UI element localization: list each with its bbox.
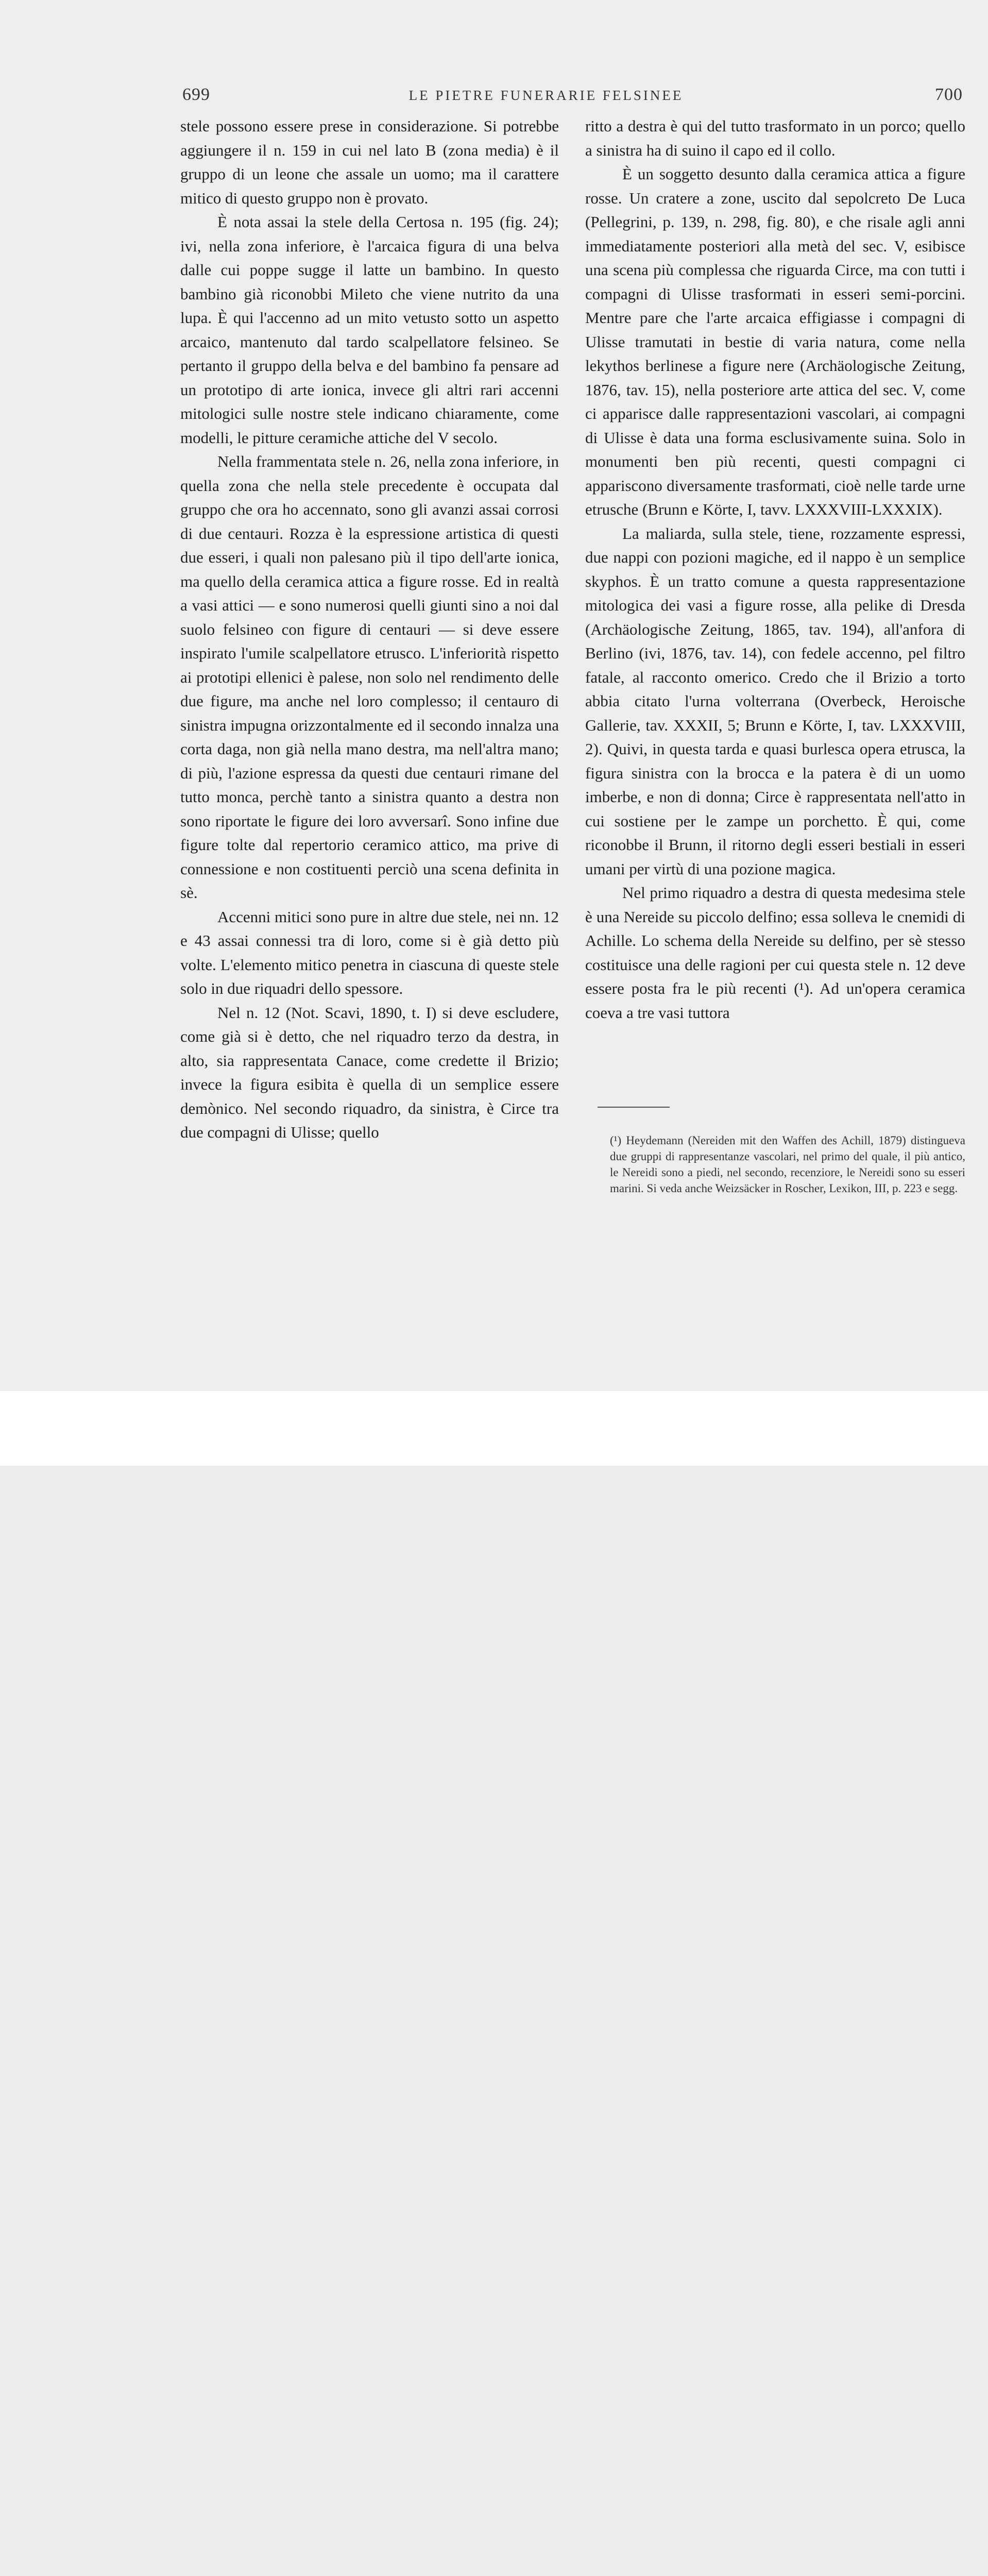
paragraph: Nella frammentata stele n. 26, nella zona inferiore, in quella zona che nella stele precedente è occupata dal gruppo che ora ho accennato, sono gli avanzi assai corrosi di due centauri. Rozza è la espressione artistica di questi due esseri, i quali non palesano più il tipo dell'arte ionica, ma quello della ceramica attica a figure rosse. Ed in realtà a vasi attici — e sono numerosi quelli giunti sino a noi dal suolo felsineo con figure di centauri — si deve essere inspirato l'umile scalpellatore etrusco. L'inferiorità rispetto ai prototipi ellenici è palese, non solo nel rendimento delle due figure, ma anche nel loro complesso; il centauro di sinistra impugna orizzontalmente ed il secondo innalza una corta daga, non già nella mano destra, ma nell'altra mano; di più, l'azione espressa da questi due centauri rimane del tutto monca, perchè tanto a sinistra quanto a destra non sono riportate le figure dei loro avversarî. Sono infine due figure tolte dal repertorio ceramico attico, ma prive di connessione e non costituenti perciò una scena definita in sè. [180,452,559,902]
paragraph: È un soggetto desunto dalla ceramica attica a figure rosse. Un cratere a zone, uscito dal sepolcreto De Luca (Pellegrini, p. 139, n. 298, fig. 80), e che risale agli anni immediatamente posteriori alla metà del sec. V, esibisce una scena più complessa che riguarda Circe, ma con tutti i compagni di Ulisse trasformati in esseri semi-porcini. Mentre pare che l'arte arcaica effigiasse i compagni di Ulisse tramutati in bestie di varia natura, come nella lekythos berlinese a figure nere (Archäologische Zeitung, 1876, tav. 15), nella posteriore arte attica del sec. V, come ci apparisce dalle rappresentazioni vascolari, ai compagni di Ulisse è data una forma esclusivamente suina. Solo in monumenti ben più recenti, questi compagni ci appariscono diversamente trasformati, cioè nelle tarde urne etrusche (Brunn e Körte, I, tavv. LXXXVIII-LXXXIX). [585,165,965,518]
paragraph: È nota assai la stele della Certosa n. 195 (fig. 24); ivi, nella zona inferiore, è l'arcaica figura di una belva dalle cui poppe sugge il latte un bambino. In questo bambino già riconobbi Mileto che viene nutrito da una lupa. È qui l'accenno ad un mito vetusto sotto un aspetto arcaico, mantenuto dal tardo scalpellatore felsineo. Se pertanto il gruppo della belva e del bambino fa pensare ad un prototipo di arte ionica, invece gli altri rari accenni mitologici sulle nostre stele indicano chiaramente, come modelli, le pitture ceramiche attiche del V secolo. [180,213,559,447]
paragraph: ritto a destra è qui del tutto trasformato in un porco; quello a sinistra ha di suino il capo ed il collo. [585,117,965,159]
page-number-left: 699 [182,85,210,104]
footnote-separator [598,1107,670,1108]
paragraph: stele possono essere prese in considerazione. Si potrebbe aggiungere il n. 159 in cui nel lato B (zona media) è il gruppo di un leone che assale un uomo; ma il carattere mitico di questo gruppo non è provato. [180,117,559,207]
paragraph: Accenni mitici sono pure in altre due stele, nei nn. 12 e 43 assai connessi tra di loro, come si è già detto più volte. L'elemento mitico penetra in ciascuna di queste stele solo in due riquadri dello spessore. [180,907,559,997]
running-head: LE PIETRE FUNERARIE FELSINEE [408,88,684,103]
paragraph: La maliarda, sulla stele, tiene, rozzamente espressi, due nappi con pozioni magiche, ed il nappo è un semplice skyphos. È un tratto comune a questa rappresentazione mitologica dei vasi a figure rosse, alla pelike di Dresda (Archäologische Zeitung, 1865, tav. 194), all'anfora di Berlino (ivi, 1876, tav. 14), con fedele accenno, pel filtro fatale, al racconto omerico. Credo che il Brizio a torto abbia citato l'urna volterrana (Overbeck, Heroische Gallerie, tav. XXXII, 5; Brunn e Körte, I, tav. LXXXVIII, 2). Quivi, in questa tarda e quasi burlesca opera etrusca, la figura sinistra con la brocca e la patera è di un uomo imberbe, e non di donna; Circe è rappresentata nell'atto in cui sostiene per le zampe un porchetto. È qui, come riconobbe il Brunn, il ritorno degli esseri bestiali in esseri umani per virtù di una pozione magica. [585,524,965,878]
page-number-right: 700 [935,85,963,104]
footnote-text: (¹) Heydemann (Nereiden mit den Waffen des Achill, 1879) distingueva due gruppi di rappresentanze vascolari, nel primo del quale, il più antico, le Nereidi sono a piedi, nel secondo, recenziore, le Nereidi sono su esseri marini. Si veda anche Weizsäcker in Roscher, Lexikon, III, p. 223 e segg. [610,1134,965,1195]
paragraph: Nel primo riquadro a destra di questa medesima stele è una Nereide su piccolo delfino; essa solleva le cnemidi di Achille. Lo schema della Nereide su delfino, per sè stesso costituisce una delle ragioni per cui questa stele n. 12 deve essere posta fra le più recenti (¹). Ad un'opera ceramica coeva a tre vasi tuttora [585,884,965,1022]
right-column [585,114,965,1025]
footnote [585,1132,965,1196]
left-column [180,114,559,1145]
paragraph: Nel n. 12 (Not. Scavi, 1890, t. I) si deve escludere, come già si è detto, che nel riquadro terzo da destra, in alto, sia rappresentata Canace, come credette il Brizio; invece la figura esibita è quella di un semplice essere demònico. Nel secondo riquadro, da sinistra, è Circe tra due compagni di Ulisse; quello [180,1003,559,1141]
digitization-footer [0,1391,988,1466]
